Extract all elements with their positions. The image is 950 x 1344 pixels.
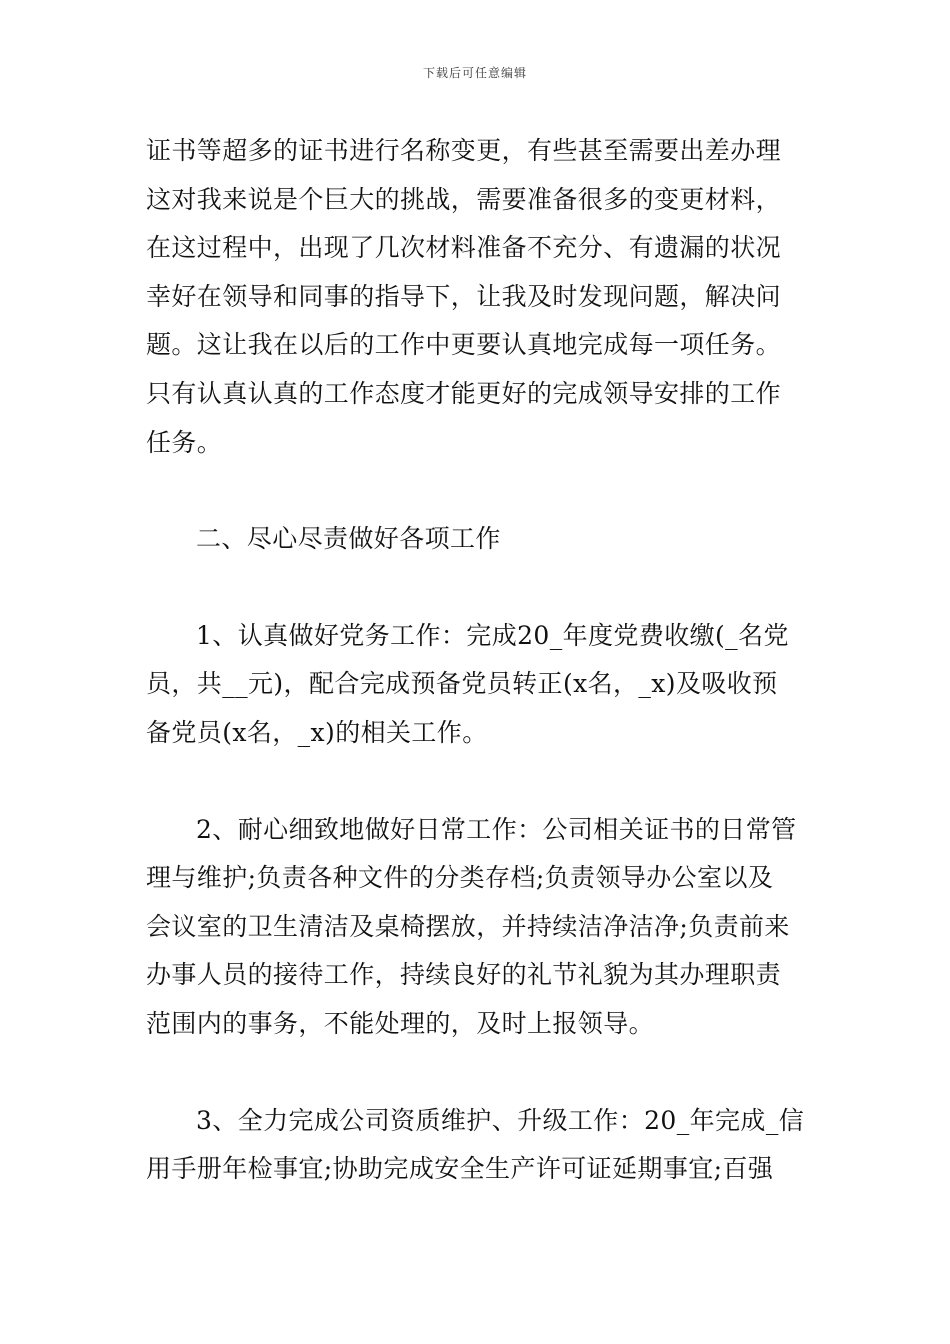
text-line: 范围内的事务，不能处理的，及时上报领导。 <box>146 1008 655 1038</box>
text-line: 办事人员的接待工作，持续良好的礼节礼貌为其办理职责 <box>146 960 782 990</box>
text-line: 会议室的卫生清洁及桌椅摆放，并持续洁净洁净;负责前来 <box>146 911 790 941</box>
page-header: 下载后可任意编辑 <box>422 66 527 80</box>
text-line: 任务。 <box>146 427 223 457</box>
paragraph-qualification-work <box>146 1097 806 1194</box>
text-line: 2、耐心细致地做好日常工作：公司相关证书的日常管 <box>196 814 797 844</box>
text-line: 1、认真做好党务工作：完成20_年度党费收缴(_名党 <box>196 620 789 650</box>
paragraph-certificate-changes <box>146 127 806 467</box>
text-line: 备党员(x名，_x)的相关工作。 <box>146 717 488 747</box>
document-body <box>146 127 806 1194</box>
text-line: 证书等超多的证书进行名称变更，有些甚至需要出差办理 <box>146 136 782 165</box>
paragraph-daily-work <box>146 806 806 1049</box>
text-line: 这对我来说是个巨大的挑战，需要准备很多的变更材料， <box>146 184 782 214</box>
text-line: 3、全力完成公司资质维护、升级工作：20_年完成_信 <box>196 1105 805 1135</box>
text-line: 题。这让我在以后的工作中更要认真地完成每一项任务。 <box>146 330 782 360</box>
text-line: 幸好在领导和同事的指导下，让我及时发现问题，解决问 <box>146 281 782 311</box>
text-line: 员，共__元)，配合完成预备党员转正(x名，_x)及吸收预 <box>146 669 778 699</box>
text-line: 在这过程中，出现了几次材料准备不充分、有遗漏的状况 <box>146 233 782 263</box>
paragraph-party-work <box>146 612 806 758</box>
text-line: 只有认真认真的工作态度才能更好的完成领导安排的工作 <box>146 378 782 408</box>
section-heading <box>146 515 806 564</box>
section-heading-text: 二、尽心尽责做好各项工作 <box>196 524 501 554</box>
text-line: 用手册年检事宜;协助完成安全生产许可证延期事宜;百强 <box>146 1154 774 1184</box>
text-line: 理与维护;负责各种文件的分类存档;负责领导办公室以及 <box>146 863 774 893</box>
